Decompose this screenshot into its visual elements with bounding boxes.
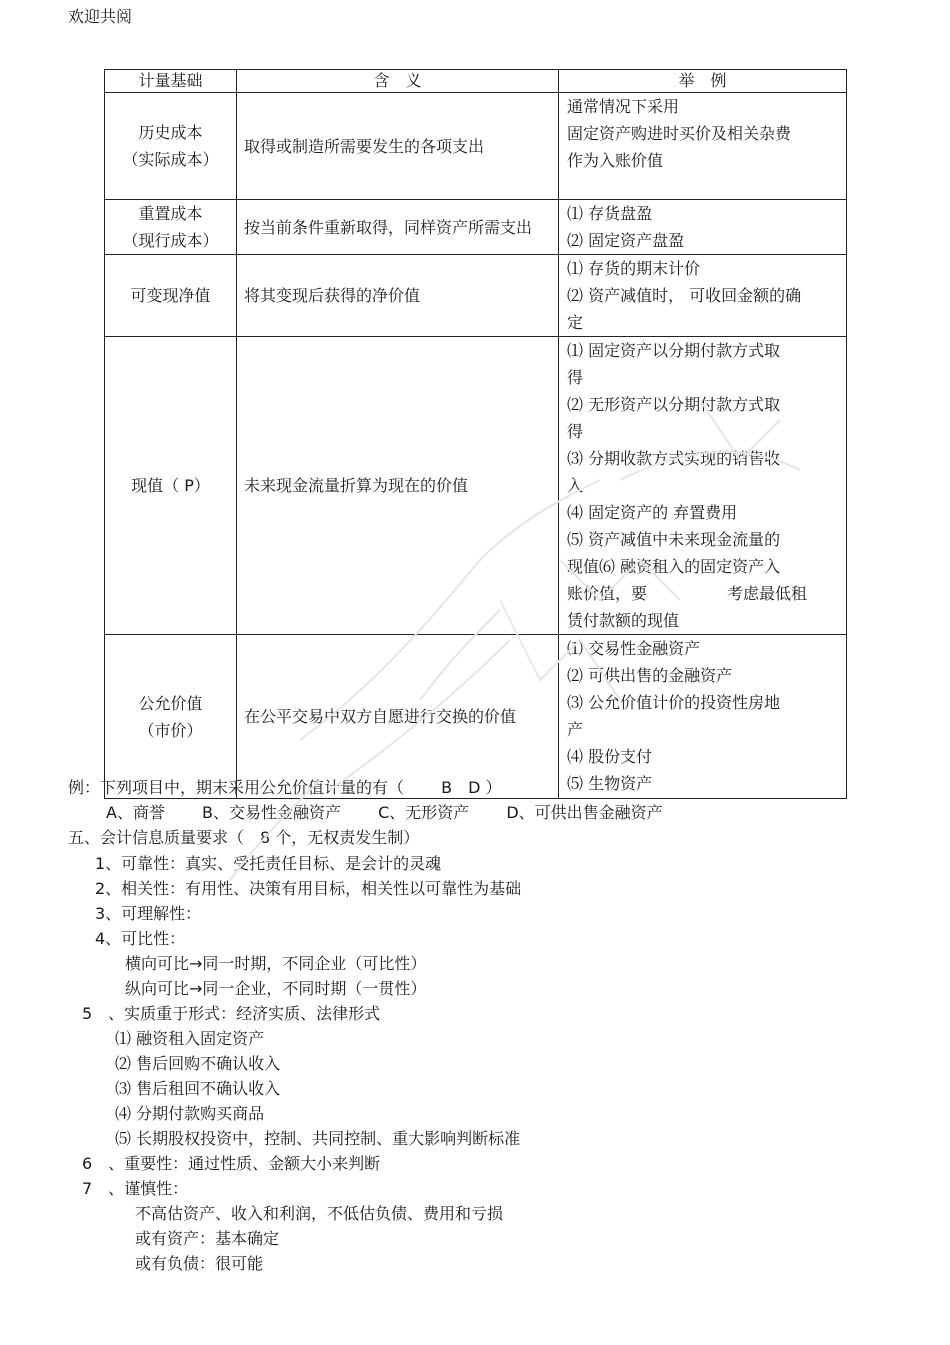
list-item: 2、相关性：有用性、决策有用目标，相关性以可靠性为基础 (95, 879, 522, 898)
meaning-cell: 未来现金流量折算为现在的价值 (237, 337, 559, 635)
header-basis: 计量基础 (105, 70, 237, 93)
meaning-cell: 按当前条件重新取得，同样资产所需支出 (237, 200, 559, 255)
example-line: 现值⑹ 融资租入的固定资产入 (567, 557, 781, 576)
list-item: 1、可靠性：真实、受托责任目标、是会计的灵魂 (95, 854, 442, 873)
example-line: 得 (567, 368, 584, 387)
basis-cell (105, 93, 237, 200)
meaning-cell: 取得或制造所需要发生的各项支出 (237, 93, 559, 200)
example-line: 定 (567, 313, 584, 332)
table-row (105, 93, 847, 200)
basis-cell (105, 337, 237, 635)
sub-item: 纵向可比→同一企业，不同时期（一贯性） (125, 979, 427, 998)
sub-item: 或有资产：基本确定 (135, 1229, 280, 1248)
basis-line: 公允价值 (138, 693, 203, 713)
examples-cell (559, 93, 847, 200)
example-line: 产 (567, 720, 584, 739)
example-line: 得 (567, 422, 584, 441)
header-meaning: 含 义 (237, 70, 559, 93)
table-row (105, 255, 847, 337)
measurement-basis-table (104, 69, 847, 799)
table-header-row (105, 70, 847, 93)
basis-line: （市价） (138, 720, 203, 740)
sub-item: ⑷ 分期付款购买商品 (115, 1104, 265, 1123)
sub-item: 不高估资产、收入和利润，不低估负债、费用和亏损 (135, 1204, 504, 1223)
table-row (105, 200, 847, 255)
example-line: ⑸ 生物资产 (567, 774, 653, 793)
header-examples: 举 例 (559, 70, 847, 93)
example-line: ⑷ 股份支付 (567, 747, 653, 766)
basis-line: 现值（ P） (131, 476, 210, 495)
example-line: ⑶ 公允价值计价的投资性房地 (567, 693, 781, 712)
example-line: 固定资产购进时买价及相关杂费 (567, 124, 792, 143)
header-note: 欢迎共阅 (68, 7, 133, 26)
example-line: 赁付款额的现值 (567, 611, 680, 630)
example-line: ⑴ 存货盘盈 (567, 204, 653, 223)
basis-line: 历史成本 (138, 123, 203, 142)
examples-cell (559, 200, 847, 255)
example-line: 作为入账价值 (567, 151, 664, 170)
list-item: 6 、重要性：通过性质、金额大小来判断 (82, 1154, 381, 1173)
example-line: ⑴ 固定资产以分期付款方式取 (567, 341, 781, 360)
meaning-cell: 在公平交易中双方自愿进行交换的价值 (237, 635, 559, 799)
basis-cell (105, 255, 237, 337)
example-line: ⑶ 分期收款方式实现的销售收 (567, 449, 781, 468)
example-question: 例：下列项目中，期末采用公允价值计量的有（ B D ） (68, 778, 502, 797)
basis-line: （现行成本） (122, 231, 219, 250)
example-line: ⑸ 资产减值中未来现金流量的 (567, 530, 781, 549)
basis-cell (105, 200, 237, 255)
examples-cell (559, 255, 847, 337)
basis-line: 重置成本 (138, 204, 203, 223)
basis-cell (105, 635, 237, 799)
example-line: ⑷ 固定资产的 弃置费用 (567, 503, 738, 522)
example-line: ⑴ 交易性金融资产 (567, 639, 701, 658)
sub-item: 横向可比→同一时期，不同企业（可比性） (125, 954, 427, 973)
sub-item: ⑵ 售后回购不确认收入 (115, 1054, 281, 1073)
table-row (105, 635, 847, 799)
example-line: 账价值，要 考虑最低租 (567, 584, 808, 603)
example-line: ⑵ 可供出售的金融资产 (567, 666, 733, 685)
example-line: ⑵ 无形资产以分期付款方式取 (567, 395, 781, 414)
sub-item: ⑴ 融资租入固定资产 (115, 1029, 265, 1048)
list-item: 5 、实质重于形式：经济实质、法律形式 (82, 1004, 381, 1023)
sub-item: ⑸ 长期股权投资中，控制、共同控制、重大影响判断标准 (115, 1129, 521, 1148)
list-item: 4、可比性： (95, 929, 186, 948)
examples-cell (559, 635, 847, 799)
example-line: ⑵ 固定资产盘盈 (567, 231, 685, 250)
example-options: A、商誉 B、交易性金融资产 C、无形资产 D、可供出售金融资产 (106, 803, 663, 822)
list-item: 3、可理解性： (95, 904, 202, 923)
meaning-cell: 将其变现后获得的净价值 (237, 255, 559, 337)
examples-cell (559, 337, 847, 635)
example-line: 通常情况下采用 (567, 97, 680, 116)
sub-item: 或有负债：很可能 (135, 1254, 264, 1273)
section-heading: 五、会计信息质量要求（ 8 个，无权责发生制） (68, 828, 420, 847)
example-line: ⑴ 存货的期末计价 (567, 259, 701, 278)
sub-item: ⑶ 售后租回不确认收入 (115, 1079, 281, 1098)
example-line: ⑵ 资产减值时， 可收回金额的确 (567, 286, 802, 305)
example-line: 入 (567, 476, 584, 495)
list-item: 7 、谨慎性： (82, 1179, 189, 1198)
basis-line: 可变现净值 (130, 286, 211, 305)
table-row (105, 337, 847, 635)
basis-line: （实际成本） (122, 150, 219, 169)
